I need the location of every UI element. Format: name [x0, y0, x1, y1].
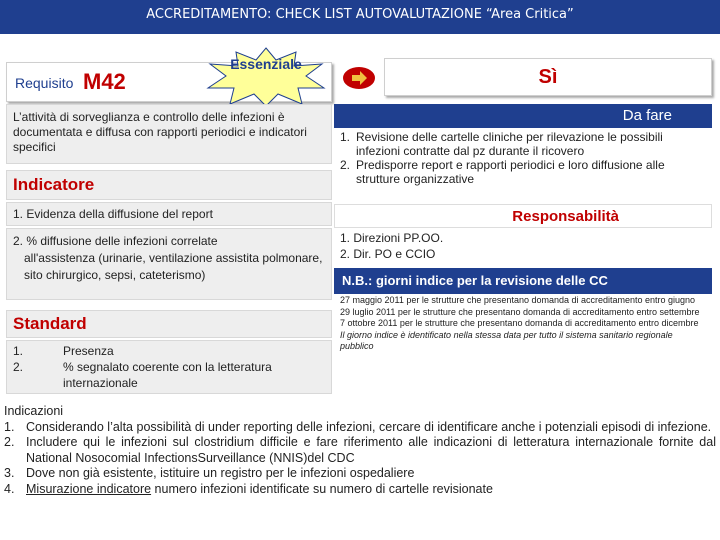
arrow-right-icon: [342, 66, 376, 90]
essenziale-label: Essenziale: [230, 56, 302, 72]
responsabilita-list: [334, 228, 712, 264]
standard-item-text: Presenza: [63, 344, 114, 358]
indicatore-title: Indicatore: [13, 175, 95, 194]
indicatore-item-2-first: 2. % diffusione delle infezioni correlate: [13, 234, 218, 248]
page-title: ACCREDITAMENTO: CHECK LIST AUTOVALUTAZIONE “Area Critica”: [0, 0, 720, 34]
standard-item-text: % segnalato coerente con la letteratura internazionale: [63, 360, 272, 390]
requisito-label: Requisito: [15, 75, 74, 91]
responsabilita-item: 2. Dir. PO e CCIO: [340, 247, 436, 261]
indicazioni-item-number: 3.: [4, 466, 15, 480]
indicazioni-section: [4, 404, 716, 497]
da-fare-item-number: 2.: [340, 158, 351, 172]
indicazioni-item-4-rest: numero infezioni identificate su numero di cartelle revisionate: [151, 481, 493, 496]
da-fare-header: Da fare: [334, 104, 712, 128]
nb-list: [334, 294, 712, 394]
indicazioni-title: Indicazioni: [4, 404, 64, 418]
standard-item-number: 2.: [13, 360, 24, 374]
indicazioni-item-number: 4.: [4, 481, 15, 496]
nb-line: 7 ottobre 2011 per le strutture che presentano domanda di accreditamento entro dicembre: [340, 318, 699, 328]
indicatore-item-2: [6, 228, 332, 300]
standard-list: [6, 340, 332, 394]
indicazioni-item: [4, 420, 716, 436]
indicazioni-item-text: Considerando l’alta possibilità di under reporting delle infezioni, cercare di identificare anche i potenziali episodi di infezione.: [26, 419, 712, 434]
essenziale-badge: [204, 46, 328, 108]
responsabilita-item: 1. Direzioni PP.OO.: [340, 231, 444, 245]
indicazioni-item-text: Dove non già esistente, istituire un registro per le infezioni ospedaliere: [26, 466, 415, 480]
standard-item: [13, 359, 325, 391]
nb-note: Il giorno indice è identificato nella stessa data per tutto il sistema sanitario regionale pubblico: [340, 329, 673, 351]
requisito-code: M42: [83, 69, 126, 94]
responsabilita-header: Responsabilità: [334, 204, 712, 228]
standard-header: [6, 310, 332, 338]
da-fare-item: [340, 130, 708, 158]
standard-title: Standard: [13, 314, 87, 333]
da-fare-list: [334, 128, 712, 198]
nb-line: 27 maggio 2011 per le strutture che presentano domanda di accreditamento entro giugno: [340, 295, 696, 305]
indicatore-item-2-rest: all'assistenza (urinarie, ventilazione assistita polmonare, sito chirurgico, sepsi, cateterismo): [24, 251, 323, 282]
standard-item-number: 1.: [13, 344, 24, 358]
da-fare-item-text: Revisione delle cartelle cliniche per rilevazione le possibili infezioni contratte dal pz durante il ricovero: [356, 130, 663, 158]
answer-box: Sì: [384, 58, 712, 96]
indicazioni-item-text: [26, 482, 716, 498]
indicazioni-item: [4, 435, 716, 466]
requisito-description: L’attività di sorveglianza e controllo delle infezioni è documentata e diffusa con rapporti periodici e indicatori specifici: [6, 104, 332, 164]
da-fare-item-text: Predisporre report e rapporti periodici e loro diffusione alle strutture organizzative: [356, 158, 665, 186]
nb-line: 29 luglio 2011 per le strutture che presentano domanda di accreditamento entro settembre: [340, 306, 700, 317]
indicazioni-item-4-underlined: Misurazione indicatore: [26, 481, 152, 496]
indicatore-header: [6, 170, 332, 200]
indicatore-item-1: 1. Evidenza della diffusione del report: [6, 202, 332, 226]
nb-header: N.B.: giorni indice per la revisione delle CC: [334, 268, 712, 294]
indicazioni-item-number: 1.: [4, 419, 15, 434]
standard-item: [13, 343, 325, 359]
indicazioni-item: [4, 466, 716, 482]
indicazioni-item-text: Includere qui le infezioni sul clostridium difficile e fare riferimento alle indicazioni di letteratura internazionale fornite dal National Nosocomial InfectionsSurveillance (NNIS)del CDC: [26, 435, 716, 465]
indicazioni-item-number: 2.: [4, 435, 15, 449]
da-fare-item-number: 1.: [340, 130, 351, 144]
indicazioni-item: [4, 482, 716, 498]
da-fare-item: [340, 158, 708, 186]
